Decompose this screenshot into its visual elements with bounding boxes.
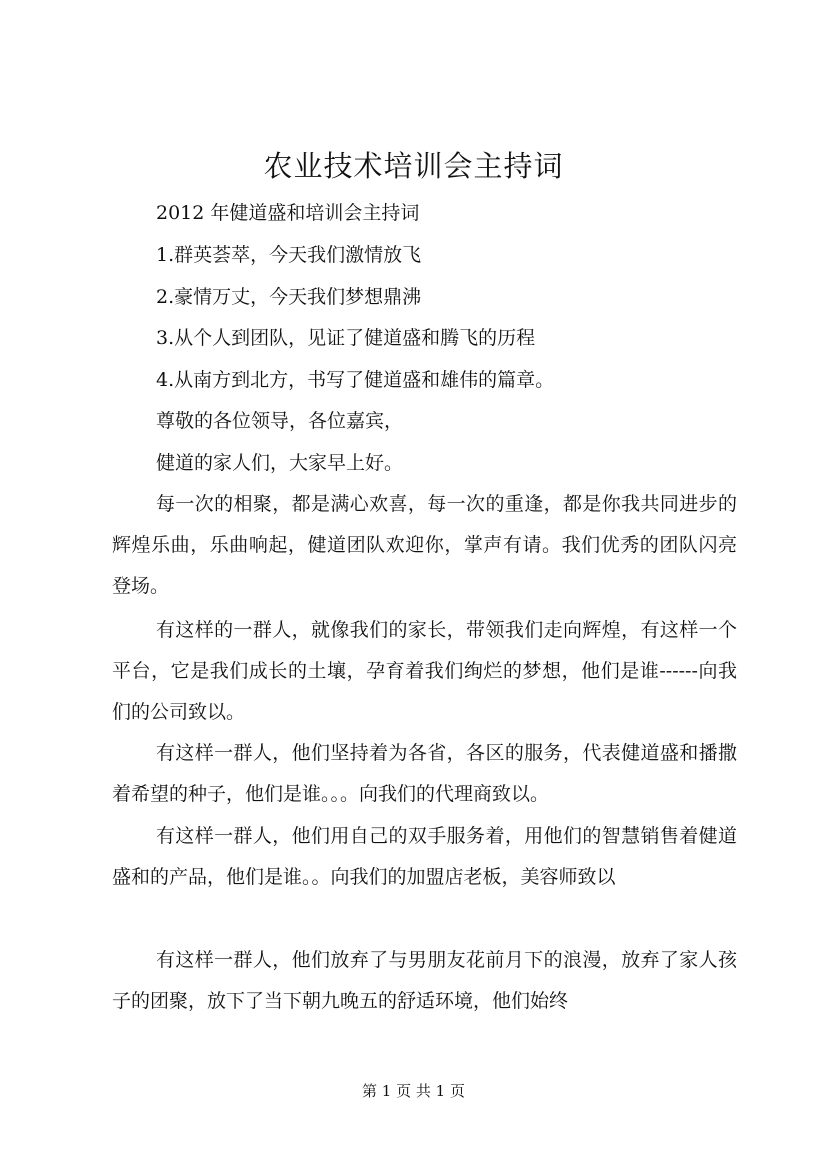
body-paragraph-3: 有这样一群人，他们坚持着为各省，各区的服务，代表健道盛和播撒着希望的种子，他们是谁。。。向我们的代理商致以。 [112, 742, 737, 805]
body-paragraph-2: 有这样的一群人，就像我们的家长，带领我们走向辉煌，有这样一个平台，它是我们成长的土壤，孕育着我们绚烂的梦想，他们是谁------向我们的公司致以。 [112, 619, 737, 723]
point-item-2: 2.豪情万丈，今天我们梦想鼎沸 [156, 286, 422, 308]
greeting-line-1: 尊敬的各位领导，各位嘉宾， [156, 410, 404, 432]
point-item-3: 3.从个人到团队，见证了健道盛和腾飞的历程 [156, 327, 536, 349]
body-paragraph-1: 每一次的相聚，都是满心欢喜，每一次的重逢，都是你我共同进步的辉煌乐曲，乐曲响起，健道团队欢迎你，掌声有请。我们优秀的团队闪亮登场。 [112, 493, 737, 597]
document-title: 农业技术培训会主持词 [263, 149, 564, 183]
point-item-4: 4.从南方到北方，书写了健道盛和雄伟的篇章。 [156, 369, 555, 391]
document-subtitle: 2012 年健道盛和培训会主持词 [156, 202, 420, 224]
greeting-line-2: 健道的家人们，大家早上好。 [156, 452, 404, 474]
page-footer: 第 1 页 共 1 页 [362, 1082, 465, 1100]
body-paragraph-5: 有这样一群人，他们放弃了与男朋友花前月下的浪漫，放弃了家人孩子的团聚，放下了当下朝九晚五的舒适环境，他们始终 [112, 949, 737, 1012]
point-item-1: 1.群英荟萃，今天我们激情放飞 [156, 244, 422, 266]
body-paragraph-4: 有这样一群人，他们用自己的双手服务着，用他们的智慧销售着健道盛和的产品，他们是谁。。向我们的加盟店老板，美容师致以 [112, 825, 737, 888]
